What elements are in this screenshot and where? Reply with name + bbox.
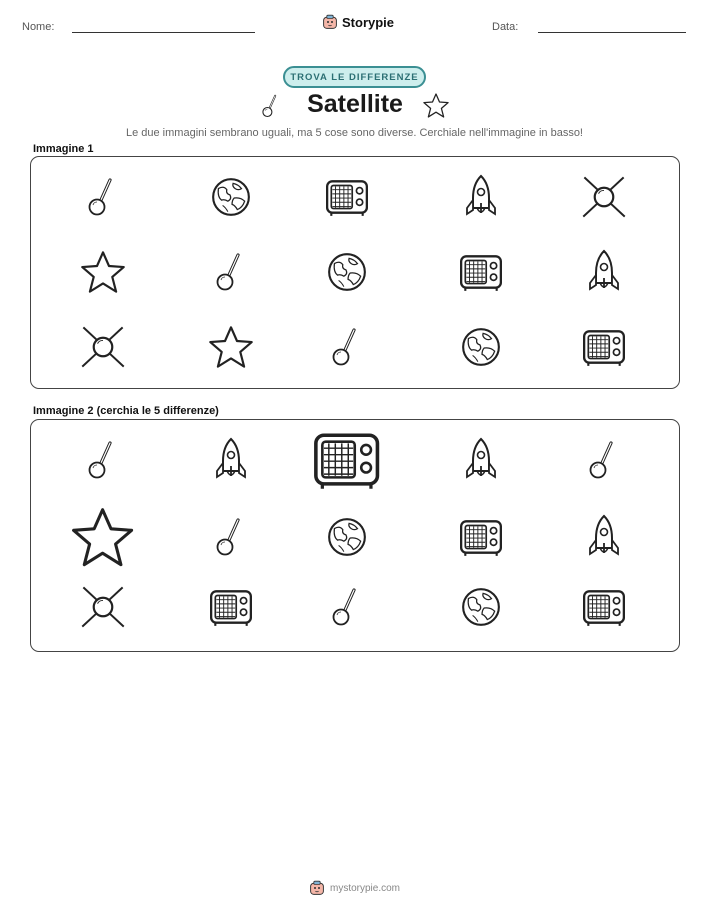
earth-icon[interactable] (460, 326, 502, 368)
name-label: Nome: (22, 21, 55, 33)
radio-icon[interactable] (324, 176, 370, 218)
star-icon[interactable] (69, 505, 136, 569)
rocket-icon[interactable] (211, 435, 251, 485)
image1-label: Immagine 1 (33, 143, 94, 155)
radio-icon[interactable] (311, 427, 382, 492)
date-label: Data: (492, 21, 519, 33)
lollipop-satellite-icon[interactable] (211, 515, 251, 559)
lollipop-satellite-icon[interactable] (83, 175, 123, 219)
lollipop-satellite-icon (259, 92, 283, 120)
brand (322, 14, 394, 30)
radio-icon[interactable] (581, 586, 627, 628)
earth-icon[interactable] (326, 516, 368, 558)
lollipop-satellite-icon[interactable] (327, 325, 367, 369)
radio-icon[interactable] (208, 586, 254, 628)
footer (0, 880, 709, 896)
sputnik-icon[interactable] (79, 323, 127, 371)
footer-url[interactable]: mystorypie.com (329, 882, 400, 894)
earth-icon[interactable] (460, 586, 502, 628)
radio-icon[interactable] (581, 326, 627, 368)
sputnik-icon[interactable] (79, 583, 127, 631)
radio-icon[interactable] (458, 251, 504, 293)
earth-icon[interactable] (210, 176, 252, 218)
earth-icon[interactable] (326, 251, 368, 293)
storypie-logo-icon (322, 14, 338, 30)
radio-icon[interactable] (458, 516, 504, 558)
star-icon[interactable] (207, 324, 255, 370)
star-icon (422, 92, 450, 119)
storypie-logo-icon (309, 880, 325, 896)
sputnik-icon[interactable] (580, 173, 628, 221)
rocket-icon[interactable] (461, 172, 501, 222)
rocket-icon[interactable] (461, 435, 501, 485)
star-icon[interactable] (79, 249, 127, 295)
activity-badge: TROVA LE DIFFERENZE (283, 66, 426, 88)
lollipop-satellite-icon[interactable] (83, 438, 123, 482)
name-line[interactable] (72, 32, 255, 33)
rocket-icon[interactable] (584, 247, 624, 297)
brand-name: Storypie (342, 14, 395, 30)
rocket-icon[interactable] (584, 512, 624, 562)
instructions: Le due immagini sembrano uguali, ma 5 cose sono diverse. Cerchiale nell'immagine in basso! (125, 127, 583, 139)
date-line[interactable] (538, 32, 686, 33)
page-title: Satellite (307, 90, 403, 118)
lollipop-satellite-icon[interactable] (584, 438, 624, 482)
lollipop-satellite-icon[interactable] (327, 585, 367, 629)
image2-label: Immagine 2 (cerchia le 5 differenze) (33, 405, 219, 417)
lollipop-satellite-icon[interactable] (211, 250, 251, 294)
